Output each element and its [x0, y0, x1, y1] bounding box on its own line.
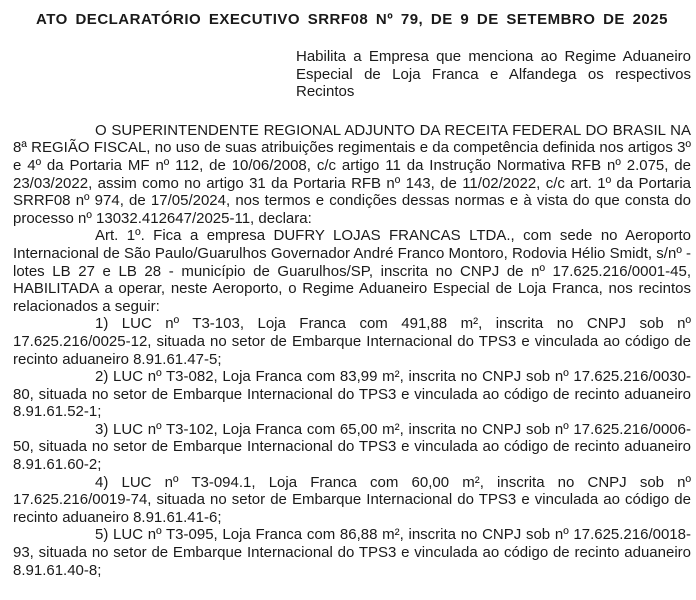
- preamble-paragraph: O SUPERINTENDENTE REGIONAL ADJUNTO DA RECEITA FEDERAL DO BRASIL NA 8ª REGIÃO FISCAL, no uso de suas atribuições regimentais e da competência definida nos artigos 3º e 4º da Portaria MF nº 112, de 10/06/2008, c/c artigo 11 da Instrução Normativa RFB nº 2.075, de 23/03/2022, assim como no artigo 31 da Portaria RFB nº 143, de 11/02/2022, c/c art. 1º da Portaria SRRF08 nº 974, de 17/05/2024, nos termos e condições dessas normas e à vista do que consta do processo nº 13032.412647/2025-11, declara:: [13, 121, 691, 227]
- list-item: 5) LUC nº T3-095, Loja Franca com 86,88 m², inscrita no CNPJ sob nº 17.625.216/0018-93, situada no setor de Embarque Internacional do TPS3 e vinculada ao código de recinto aduaneiro 8.91.61.40-8;: [13, 526, 691, 579]
- list-item: 3) LUC nº T3-102, Loja Franca com 65,00 m², inscrita no CNPJ sob nº 17.625.216/0006-50, situada no setor de Embarque Internacional do TPS3 e vinculada ao código de recinto aduaneiro 8.91.61.60-2;: [13, 420, 691, 474]
- article-1-paragraph: Art. 1º. Fica a empresa DUFRY LOJAS FRANCAS LTDA., com sede no Aeroporto Internacional de São Paulo/Guarulhos Governador André Franco Montoro, Rodovia Hélio Smidt, s/nº - lotes LB 27 e LB 28 - município de Guarulhos/SP, inscrita no CNPJ de nº 17.625.216/0001-45, HABILITADA a operar, neste Aeroporto, o Regime Aduaneiro Especial de Loja Franca, nos recintos relacionados a seguir:: [13, 227, 691, 315]
- list-item: 1) LUC nº T3-103, Loja Franca com 491,88 m², inscrita no CNPJ sob nº 17.625.216/0025-12, situada no setor de Embarque Internacional do TPS3 e vinculada ao código de recinto aduaneiro 8.91.61.47-5;: [13, 315, 691, 368]
- document-page: [13, 9, 691, 579]
- list-item: 4) LUC nº T3-094.1, Loja Franca com 60,00 m², inscrita no CNPJ sob nº 17.625.216/0019-74, situada no setor de Embarque Internacional do TPS3 e vinculada ao código de recinto aduaneiro 8.91.61.41-6;: [13, 473, 691, 526]
- document-title: ATO DECLARATÓRIO EXECUTIVO SRRF08 Nº 79, DE 9 DE SETEMBRO DE 2025: [36, 11, 668, 28]
- document-ementa: Habilita a Empresa que menciona ao Regime Aduaneiro Especial de Loja Franca e Alfandega os respectivos Recintos: [296, 48, 691, 101]
- list-item: 2) LUC nº T3-082, Loja Franca com 83,99 m², inscrita no CNPJ sob nº 17.625.216/0030-80, situada no setor de Embarque Internacional do TPS3 e vinculada ao código de recinto aduaneiro 8.91.61.52-1;: [13, 368, 691, 421]
